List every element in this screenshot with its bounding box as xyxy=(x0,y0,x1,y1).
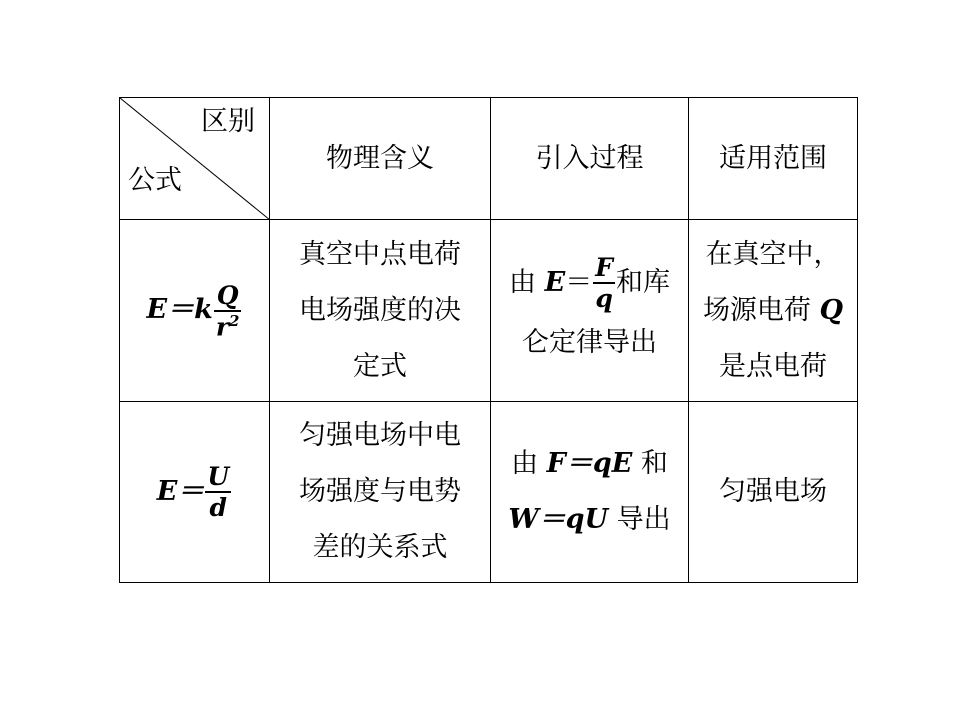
process-lhs: E xyxy=(544,266,566,298)
scope-text: 场源电荷 xyxy=(702,294,820,326)
process-eq: ＝ xyxy=(565,266,593,298)
process-cell xyxy=(491,402,689,583)
header-row xyxy=(120,98,858,220)
process-post: 和库 xyxy=(615,266,670,298)
header-meaning: 物理含义 xyxy=(270,98,491,220)
corner-label-formula: 公式 xyxy=(128,165,182,196)
process-post2: 导出 xyxy=(608,504,671,535)
formula-fraction xyxy=(205,462,231,523)
formula-den-exp: 2 xyxy=(229,311,240,330)
formula-fraction xyxy=(214,280,242,341)
corner-cell xyxy=(120,98,270,220)
formula-lhs: E xyxy=(146,294,168,326)
formula-lhs: E xyxy=(156,475,178,507)
process-line xyxy=(491,251,688,315)
scope-line: 在真空中， xyxy=(705,238,841,270)
process-post: 和 xyxy=(632,448,668,479)
corner-label-difference: 区别 xyxy=(201,106,255,137)
process-pre: 由 xyxy=(509,266,545,298)
header-process: 引入过程 xyxy=(491,98,689,220)
process-fraction xyxy=(593,255,615,311)
formula-cell-point-charge xyxy=(120,220,270,402)
formula-den-base: r xyxy=(215,311,230,341)
meaning-line: 电场强度的决 xyxy=(299,294,461,326)
formula-denominator: d xyxy=(209,493,228,523)
meaning-line: 定式 xyxy=(353,350,407,382)
formula-denominator xyxy=(214,312,242,339)
process-cell xyxy=(491,220,689,402)
meaning-cell xyxy=(270,220,491,402)
meaning-line: 场强度与电势 xyxy=(299,476,461,507)
formula-eq: ＝ xyxy=(167,294,195,326)
scope-line: 是点电荷 xyxy=(719,350,827,382)
comparison-table xyxy=(119,97,858,583)
process-line xyxy=(491,492,688,548)
process-pre: 由 xyxy=(511,448,547,479)
process-line xyxy=(491,436,688,492)
process-denominator: q xyxy=(595,284,613,313)
process-line: 仑定律导出 xyxy=(522,326,657,358)
header-scope: 适用范围 xyxy=(689,98,858,220)
meaning-line: 匀强电场中电 xyxy=(299,420,461,451)
process-eq1: F＝qE xyxy=(546,448,633,479)
formula-numerator: U xyxy=(207,462,230,492)
table-row xyxy=(120,402,858,583)
formula-cell-uniform-field xyxy=(120,402,270,583)
scope-cell xyxy=(689,220,858,402)
meaning-cell xyxy=(270,402,491,583)
table-row xyxy=(120,220,858,402)
formula-coef: k xyxy=(194,294,213,326)
formula-eq: ＝ xyxy=(177,475,205,507)
meaning-line: 真空中点电荷 xyxy=(299,238,461,270)
formula-numerator: Q xyxy=(214,283,242,312)
scope-var: Q xyxy=(819,294,844,326)
scope-line xyxy=(689,283,857,339)
process-numerator: F xyxy=(595,253,613,282)
scope-cell: 匀强电场 xyxy=(689,402,858,583)
meaning-line: 差的关系式 xyxy=(312,532,448,563)
process-eq2: W＝qU xyxy=(508,504,609,535)
